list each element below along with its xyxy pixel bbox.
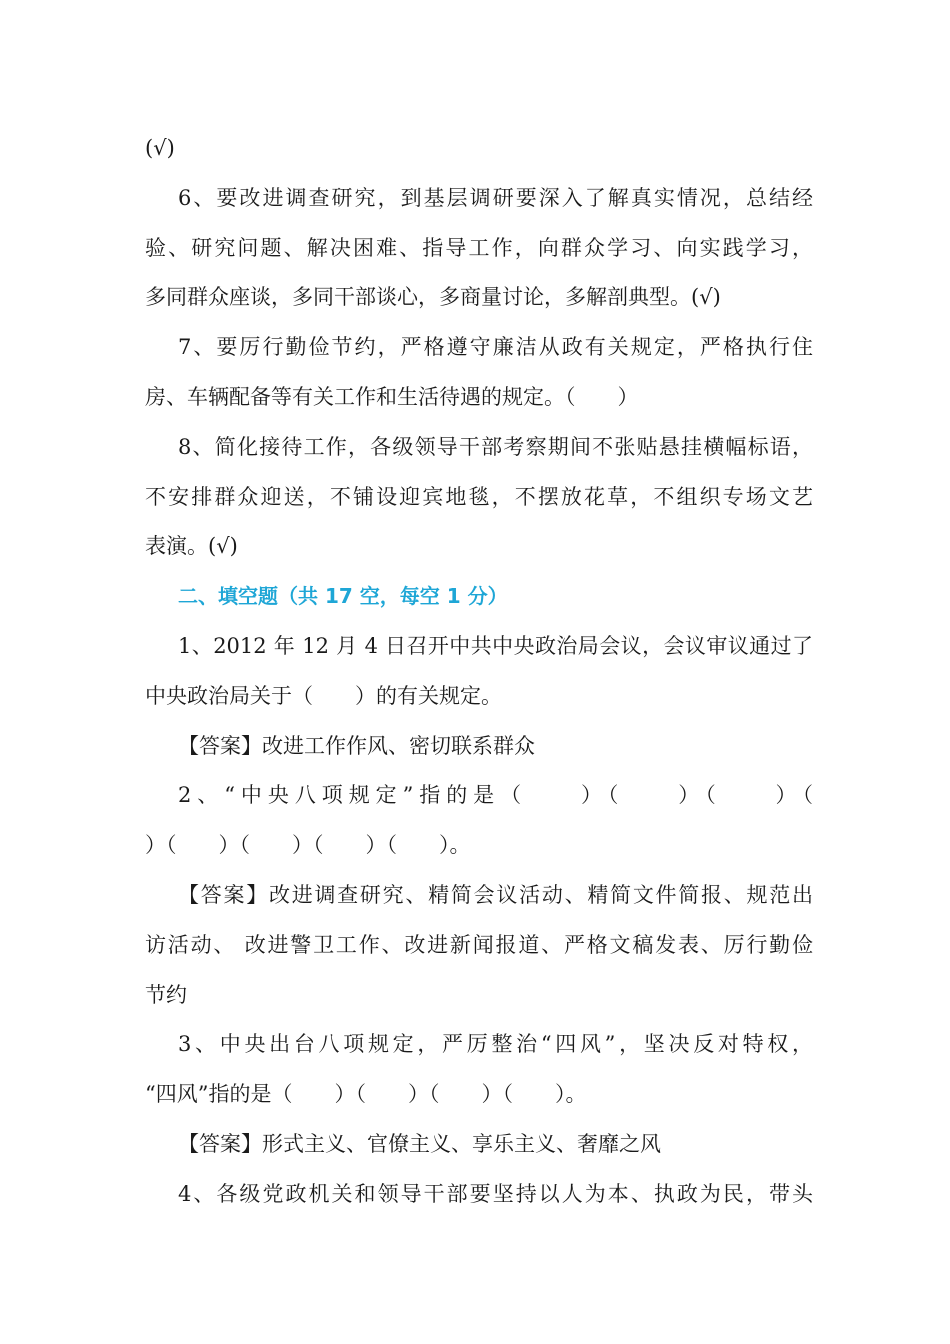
fill-answer-1: 【答案】改进工作作风、密切联系群众 (178, 733, 535, 758)
question-8-line-1: 8、简化接待工作，各级领导干部考察期间不张贴悬挂横幅标语， (178, 434, 813, 459)
document-page (145, 124, 813, 1220)
fill-answer-2-line-1: 【答案】改进调查研究、精简会议活动、精简文件简报、规范出 (178, 882, 813, 907)
fill-answer-3: 【答案】形式主义、官僚主义、享乐主义、奢靡之风 (178, 1131, 661, 1156)
question-6-line-2: 验、研究问题、解决困难、指导工作，向群众学习、向实践学习， (145, 235, 813, 260)
question-6-line-1: 6、要改进调查研究，到基层调研要深入了解真实情况，总结经 (178, 185, 813, 210)
question-6-line-3: 多同群众座谈，多同干部谈心，多商量讨论，多解剖典型。(√) (145, 285, 721, 310)
fill-question-2-line-2: ）（ ）（ ）（ ）（ ）。 (145, 833, 471, 858)
fill-question-4-line-1: 4、各级党政机关和领导干部要坚持以人为本、执政为民，带头 (178, 1181, 813, 1206)
fill-answer-2-line-3: 节约 (145, 982, 187, 1007)
fill-question-3-line-2: “四风”指的是（ ）（ ）（ ）（ ）。 (145, 1082, 587, 1107)
question-8-line-3: 表演。(√) (145, 534, 238, 559)
question-7-line-1: 7、要厉行勤俭节约，严格遵守廉洁从政有关规定，严格执行住 (178, 335, 813, 360)
answer-mark-line: (√) (145, 136, 175, 160)
fill-question-2-line-1: 2、“中央八项规定”指的是（ ）（ ）（ ）（ (178, 783, 813, 808)
fill-question-1-line-2: 中央政治局关于（ ）的有关规定。 (145, 683, 502, 708)
fill-question-3-line-1: 3、中央出台八项规定，严厉整治“四风”，坚决反对特权， (178, 1032, 813, 1057)
question-7-line-2: 房、车辆配备等有关工作和生活待遇的规定。（ ） (145, 384, 639, 409)
section-heading-fill-in: 二、填空题（共 17 空，每空 1 分） (178, 584, 508, 609)
fill-answer-2-line-2: 访活动、 改进警卫工作、改进新闻报道、严格文稿发表、厉行勤俭 (145, 932, 813, 957)
question-8-line-2: 不安排群众迎送，不铺设迎宾地毯，不摆放花草，不组织专场文艺 (145, 484, 813, 509)
fill-question-1-line-1: 1、2012 年 12 月 4 日召开中共中央政治局会议，会议审议通过了 (178, 633, 813, 658)
